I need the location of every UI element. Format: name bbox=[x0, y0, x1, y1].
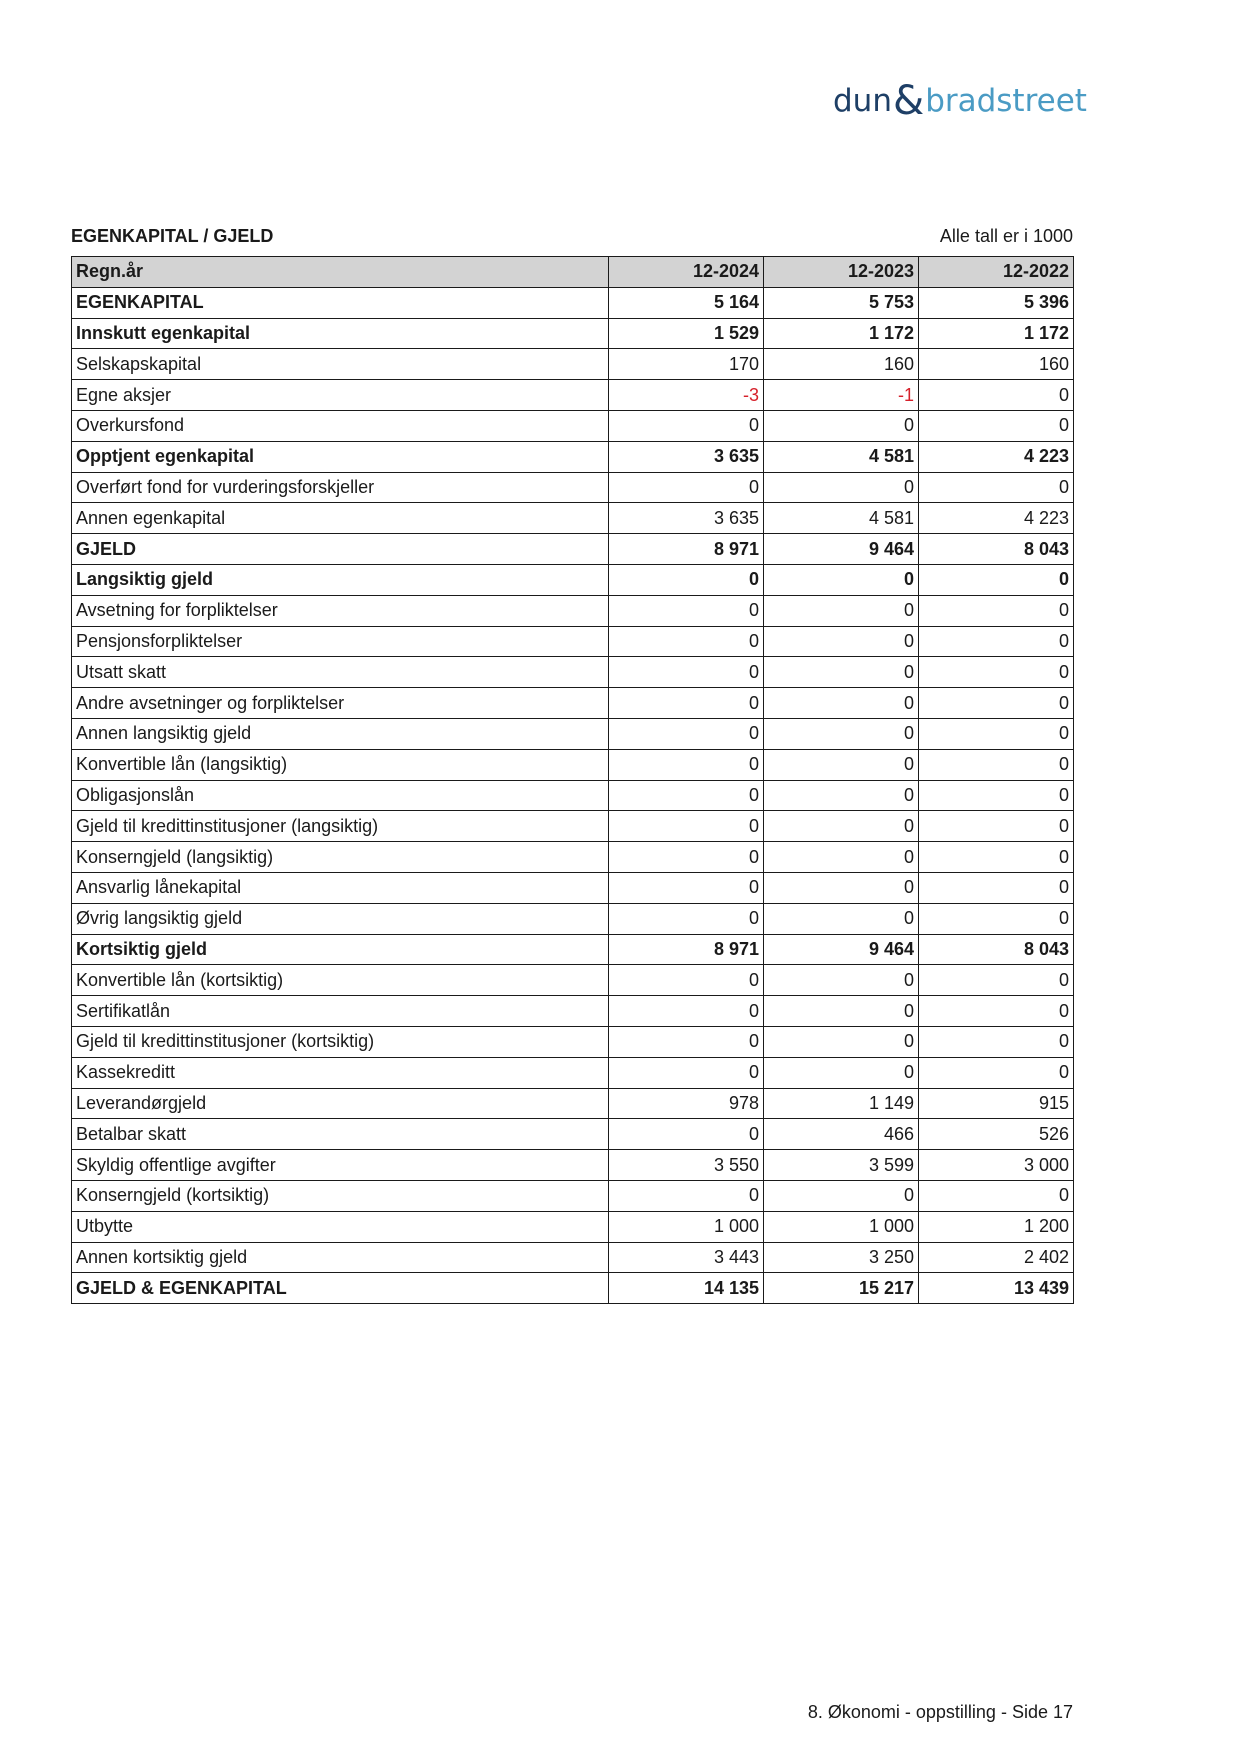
row-label: Skyldig offentlige avgifter bbox=[72, 1150, 609, 1181]
table-row bbox=[72, 287, 1074, 318]
row-value: 0 bbox=[919, 410, 1074, 441]
row-value: 0 bbox=[609, 472, 764, 503]
row-value: 0 bbox=[764, 564, 919, 595]
table-row bbox=[72, 1180, 1074, 1211]
table-row bbox=[72, 1273, 1074, 1304]
row-value: 0 bbox=[919, 872, 1074, 903]
row-value: 915 bbox=[919, 1088, 1074, 1119]
row-value: 0 bbox=[609, 626, 764, 657]
row-value: 170 bbox=[609, 349, 764, 380]
row-value: 4 223 bbox=[919, 503, 1074, 534]
row-label: Selskapskapital bbox=[72, 349, 609, 380]
row-label: Opptjent egenkapital bbox=[72, 441, 609, 472]
row-value: 160 bbox=[764, 349, 919, 380]
row-value: 4 581 bbox=[764, 503, 919, 534]
row-value: 0 bbox=[764, 472, 919, 503]
row-value: 5 753 bbox=[764, 287, 919, 318]
row-value: 8 043 bbox=[919, 534, 1074, 565]
header-year-2022: 12-2022 bbox=[919, 257, 1074, 288]
row-value: 2 402 bbox=[919, 1242, 1074, 1273]
row-value: 1 000 bbox=[609, 1211, 764, 1242]
row-value: 8 971 bbox=[609, 534, 764, 565]
row-value: 4 223 bbox=[919, 441, 1074, 472]
row-value: 0 bbox=[919, 626, 1074, 657]
row-label: Ansvarlig lånekapital bbox=[72, 872, 609, 903]
table-row bbox=[72, 780, 1074, 811]
table-row bbox=[72, 811, 1074, 842]
row-value: 160 bbox=[919, 349, 1074, 380]
row-value: 8 971 bbox=[609, 934, 764, 965]
row-value: 1 000 bbox=[764, 1211, 919, 1242]
row-value: 3 635 bbox=[609, 503, 764, 534]
row-value: 1 200 bbox=[919, 1211, 1074, 1242]
row-value: 0 bbox=[919, 380, 1074, 411]
row-value: 0 bbox=[764, 749, 919, 780]
row-label: Leverandørgjeld bbox=[72, 1088, 609, 1119]
row-value: 5 396 bbox=[919, 287, 1074, 318]
table-row bbox=[72, 318, 1074, 349]
table-header-row bbox=[72, 257, 1074, 288]
row-label: Kortsiktig gjeld bbox=[72, 934, 609, 965]
logo-ampersand: & bbox=[892, 78, 925, 124]
row-value: -3 bbox=[609, 380, 764, 411]
row-value: 0 bbox=[919, 996, 1074, 1027]
row-value: 0 bbox=[919, 718, 1074, 749]
row-value: 0 bbox=[609, 410, 764, 441]
row-value: 0 bbox=[609, 1057, 764, 1088]
row-value: 0 bbox=[609, 996, 764, 1027]
row-label: Utsatt skatt bbox=[72, 657, 609, 688]
row-value: 0 bbox=[609, 903, 764, 934]
row-value: 0 bbox=[764, 688, 919, 719]
row-label: Konserngjeld (langsiktig) bbox=[72, 842, 609, 873]
table-row bbox=[72, 965, 1074, 996]
table-row bbox=[72, 934, 1074, 965]
row-value: 0 bbox=[609, 749, 764, 780]
row-value: 3 443 bbox=[609, 1242, 764, 1273]
row-value: 0 bbox=[919, 1180, 1074, 1211]
table-body bbox=[72, 287, 1074, 1303]
logo-text-bradstreet: bradstreet bbox=[925, 83, 1087, 119]
page-footer: 8. Økonomi - oppstilling - Side 17 bbox=[807, 1702, 1073, 1722]
row-label: Konserngjeld (kortsiktig) bbox=[72, 1180, 609, 1211]
row-label: EGENKAPITAL bbox=[72, 287, 609, 318]
row-value: 0 bbox=[609, 688, 764, 719]
table-row bbox=[72, 503, 1074, 534]
row-label: Sertifikatlån bbox=[72, 996, 609, 1027]
row-label: Gjeld til kredittinstitusjoner (langsiktig) bbox=[72, 811, 609, 842]
row-label: Overført fond for vurderingsforskjeller bbox=[72, 472, 609, 503]
row-value: 0 bbox=[919, 965, 1074, 996]
row-value: 0 bbox=[609, 842, 764, 873]
row-value: 1 172 bbox=[919, 318, 1074, 349]
row-label: Kassekreditt bbox=[72, 1057, 609, 1088]
row-label: Innskutt egenkapital bbox=[72, 318, 609, 349]
row-value: 3 000 bbox=[919, 1150, 1074, 1181]
row-value: 0 bbox=[919, 903, 1074, 934]
row-value: 0 bbox=[764, 965, 919, 996]
row-label: GJELD bbox=[72, 534, 609, 565]
table-row bbox=[72, 1150, 1074, 1181]
row-value: 4 581 bbox=[764, 441, 919, 472]
table-row bbox=[72, 872, 1074, 903]
row-value: 0 bbox=[764, 657, 919, 688]
dun-bradstreet-logo bbox=[833, 78, 1087, 124]
row-value: 0 bbox=[609, 872, 764, 903]
row-value: 0 bbox=[764, 872, 919, 903]
row-value: 0 bbox=[764, 842, 919, 873]
row-value: 0 bbox=[609, 1026, 764, 1057]
row-value: 526 bbox=[919, 1119, 1074, 1150]
row-label: Utbytte bbox=[72, 1211, 609, 1242]
row-label: GJELD & EGENKAPITAL bbox=[72, 1273, 609, 1304]
row-value: 0 bbox=[919, 1057, 1074, 1088]
row-value: 0 bbox=[764, 903, 919, 934]
row-value: 14 135 bbox=[609, 1273, 764, 1304]
section-title: EGENKAPITAL / GJELD bbox=[71, 226, 274, 246]
row-value: 0 bbox=[609, 564, 764, 595]
table-row bbox=[72, 349, 1074, 380]
row-label: Annen egenkapital bbox=[72, 503, 609, 534]
row-value: 0 bbox=[919, 564, 1074, 595]
row-value: 0 bbox=[609, 657, 764, 688]
row-value: 0 bbox=[609, 595, 764, 626]
row-label: Pensjonsforpliktelser bbox=[72, 626, 609, 657]
logo-text-dun: dun bbox=[833, 83, 892, 119]
table-row bbox=[72, 1026, 1074, 1057]
row-label: Annen kortsiktig gjeld bbox=[72, 1242, 609, 1273]
row-label: Avsetning for forpliktelser bbox=[72, 595, 609, 626]
row-value: 9 464 bbox=[764, 934, 919, 965]
row-label: Betalbar skatt bbox=[72, 1119, 609, 1150]
row-label: Øvrig langsiktig gjeld bbox=[72, 903, 609, 934]
balance-table bbox=[71, 256, 1074, 1304]
row-value: 8 043 bbox=[919, 934, 1074, 965]
row-value: 13 439 bbox=[919, 1273, 1074, 1304]
table-row bbox=[72, 903, 1074, 934]
row-value: 0 bbox=[919, 780, 1074, 811]
row-value: 0 bbox=[764, 996, 919, 1027]
table-row bbox=[72, 595, 1074, 626]
row-value: 0 bbox=[609, 718, 764, 749]
row-value: 0 bbox=[919, 1026, 1074, 1057]
row-value: 3 550 bbox=[609, 1150, 764, 1181]
row-value: 5 164 bbox=[609, 287, 764, 318]
row-value: 1 172 bbox=[764, 318, 919, 349]
row-value: 0 bbox=[764, 811, 919, 842]
table-row bbox=[72, 1242, 1074, 1273]
row-value: 1 149 bbox=[764, 1088, 919, 1119]
table-row bbox=[72, 472, 1074, 503]
row-label: Andre avsetninger og forpliktelser bbox=[72, 688, 609, 719]
row-label: Annen langsiktig gjeld bbox=[72, 718, 609, 749]
row-label: Gjeld til kredittinstitusjoner (kortsiktig) bbox=[72, 1026, 609, 1057]
units-note: Alle tall er i 1000 bbox=[939, 226, 1073, 246]
table-row bbox=[72, 410, 1074, 441]
table-row bbox=[72, 657, 1074, 688]
row-value: 0 bbox=[764, 595, 919, 626]
row-label: Langsiktig gjeld bbox=[72, 564, 609, 595]
row-value: -1 bbox=[764, 380, 919, 411]
table-row bbox=[72, 441, 1074, 472]
header-label: Regn.år bbox=[72, 257, 609, 288]
row-value: 9 464 bbox=[764, 534, 919, 565]
row-label: Konvertible lån (kortsiktig) bbox=[72, 965, 609, 996]
row-value: 0 bbox=[919, 842, 1074, 873]
table-row bbox=[72, 749, 1074, 780]
row-value: 15 217 bbox=[764, 1273, 919, 1304]
row-label: Egne aksjer bbox=[72, 380, 609, 411]
header-year-2024: 12-2024 bbox=[609, 257, 764, 288]
table-row bbox=[72, 626, 1074, 657]
row-value: 0 bbox=[764, 626, 919, 657]
row-value: 0 bbox=[919, 595, 1074, 626]
row-value: 0 bbox=[764, 718, 919, 749]
row-value: 0 bbox=[919, 811, 1074, 842]
table-row bbox=[72, 718, 1074, 749]
row-value: 0 bbox=[764, 410, 919, 441]
row-value: 0 bbox=[919, 749, 1074, 780]
row-value: 3 250 bbox=[764, 1242, 919, 1273]
table-row bbox=[72, 688, 1074, 719]
table-row bbox=[72, 1057, 1074, 1088]
table-row bbox=[72, 534, 1074, 565]
row-value: 0 bbox=[764, 780, 919, 811]
table-row bbox=[72, 1088, 1074, 1119]
row-value: 0 bbox=[919, 472, 1074, 503]
table-row bbox=[72, 1119, 1074, 1150]
row-value: 0 bbox=[764, 1180, 919, 1211]
table-row bbox=[72, 564, 1074, 595]
row-value: 466 bbox=[764, 1119, 919, 1150]
row-value: 0 bbox=[609, 965, 764, 996]
table-row bbox=[72, 842, 1074, 873]
row-label: Konvertible lån (langsiktig) bbox=[72, 749, 609, 780]
header-year-2023: 12-2023 bbox=[764, 257, 919, 288]
row-label: Obligasjonslån bbox=[72, 780, 609, 811]
row-value: 1 529 bbox=[609, 318, 764, 349]
row-value: 0 bbox=[919, 688, 1074, 719]
table-row bbox=[72, 380, 1074, 411]
row-label: Overkursfond bbox=[72, 410, 609, 441]
row-value: 0 bbox=[609, 1180, 764, 1211]
row-value: 0 bbox=[609, 780, 764, 811]
row-value: 0 bbox=[609, 811, 764, 842]
table-row bbox=[72, 1211, 1074, 1242]
table-row bbox=[72, 996, 1074, 1027]
row-value: 0 bbox=[609, 1119, 764, 1150]
row-value: 0 bbox=[764, 1026, 919, 1057]
row-value: 978 bbox=[609, 1088, 764, 1119]
row-value: 3 635 bbox=[609, 441, 764, 472]
row-value: 0 bbox=[919, 657, 1074, 688]
row-value: 0 bbox=[764, 1057, 919, 1088]
row-value: 3 599 bbox=[764, 1150, 919, 1181]
